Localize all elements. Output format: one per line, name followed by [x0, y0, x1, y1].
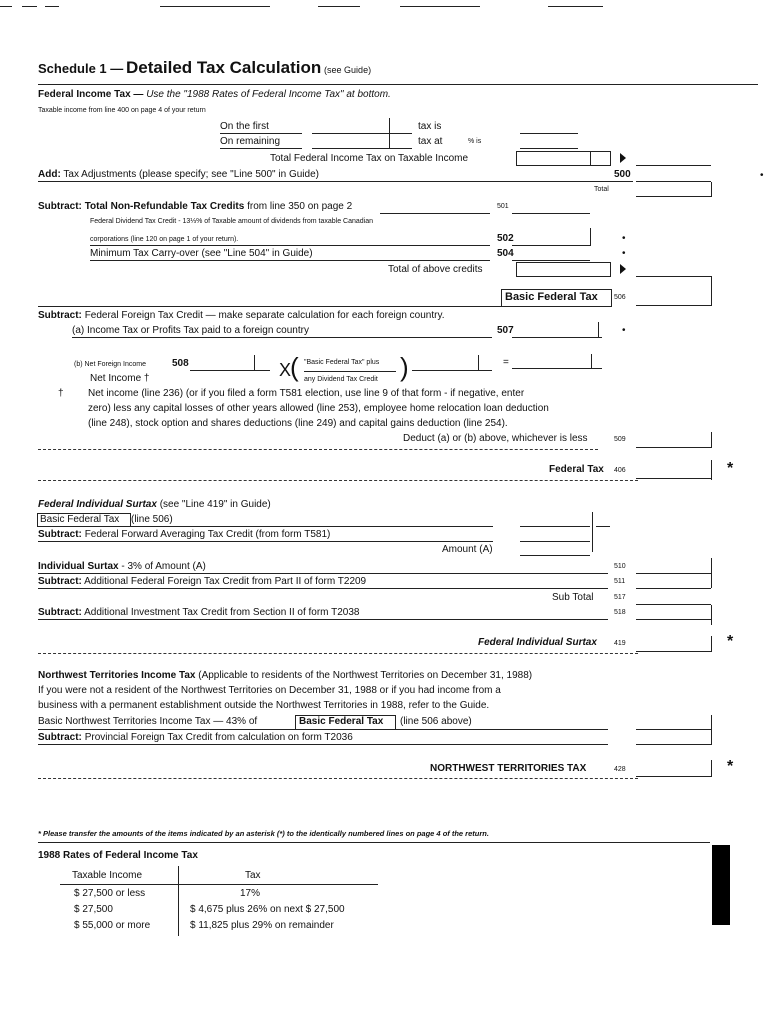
- divider: [711, 636, 712, 652]
- investment-credit-row: Subtract: Additional Investment Tax Credit from Section II of form T2038: [38, 607, 360, 618]
- line-509-field[interactable]: [636, 447, 711, 448]
- line-504: 504: [497, 248, 514, 259]
- on-remaining-label: On remaining: [220, 136, 281, 147]
- asterisk-footnote: * Please transfer the amounts of the items indicated by an asterisk (*) to the identically numbered lines on page 4 of the return.: [38, 829, 489, 838]
- rates-row-income: $ 27,500: [74, 904, 113, 915]
- deduct-lesser-label: Deduct (a) or (b) above, whichever is less: [403, 433, 588, 444]
- equals-sign: =: [503, 357, 509, 368]
- divider: [711, 460, 712, 480]
- bft-plus-label: "Basic Federal Tax" plus: [304, 359, 380, 366]
- total-above-credits-label: Total of above credits: [388, 264, 483, 275]
- net-foreign-income-label: (b) Net Foreign Income: [74, 361, 146, 368]
- rates-divider: [178, 866, 179, 936]
- multiply-sign: X: [279, 360, 292, 380]
- line-501-field[interactable]: [512, 213, 590, 214]
- add-adjustments-row: Add: Tax Adjustments (please specify; see "Line 500" in Guide): [38, 169, 319, 180]
- registration-block: [712, 845, 730, 925]
- fraction-field[interactable]: [412, 370, 492, 371]
- divider: [711, 276, 712, 306]
- line-428: 428: [614, 766, 626, 773]
- bullet-icon: •: [622, 248, 626, 259]
- nwt-bft-label: Basic Federal Tax: [299, 716, 384, 727]
- on-first-amount-field[interactable]: [312, 133, 412, 134]
- amount-a-label: Amount (A): [442, 544, 493, 555]
- minimum-tax-label: Minimum Tax Carry-over (see "Line 504" in Guide): [90, 248, 313, 259]
- line-507-field[interactable]: [512, 337, 602, 338]
- top-rule-segment: [400, 6, 480, 7]
- dashed-rule: [38, 778, 638, 779]
- top-rule-segment: [0, 6, 12, 7]
- rule: [90, 260, 490, 261]
- rule: [72, 337, 492, 338]
- rates-title: 1988 Rates of Federal Income Tax: [38, 850, 198, 861]
- total-federal-tax-box[interactable]: [516, 151, 611, 166]
- bft-label: Basic Federal Tax: [40, 514, 120, 525]
- line-502: 502: [497, 233, 514, 244]
- nwt-basic-label: Basic Northwest Territories Income Tax — 43% of: [38, 716, 258, 727]
- dividend-credit-text-2: corporations (line 120 on page 1 of your return).: [90, 236, 239, 243]
- divider: [478, 355, 479, 371]
- total-federal-income-tax-label: Total Federal Income Tax on Taxable Income: [270, 153, 469, 164]
- federal-individual-surtax-label: Federal Individual Surtax: [478, 637, 597, 648]
- rule: [38, 842, 710, 843]
- line-501: 501: [497, 203, 509, 210]
- rule: [220, 133, 302, 134]
- forward-averaging-row: Subtract: Federal Forward Averaging Tax Credit (from form T581): [38, 529, 331, 540]
- rule: [38, 181, 633, 182]
- top-rule-segment: [548, 6, 603, 7]
- individual-surtax-row: Individual Surtax - 3% of Amount (A): [38, 561, 206, 572]
- tax-at-field[interactable]: [520, 148, 578, 149]
- asterisk-icon: *: [727, 633, 734, 650]
- surtax-heading: Federal Individual Surtax (see "Line 419" in Guide): [38, 499, 271, 510]
- percent-is-label: % is: [468, 138, 482, 145]
- line-510: 510: [614, 563, 626, 570]
- nwt-line-ref: (line 506 above): [400, 716, 472, 727]
- divider: [389, 118, 390, 148]
- rule: [380, 213, 490, 214]
- rates-col-taxable: Taxable Income: [72, 870, 143, 881]
- page-title: Schedule 1 — Detailed Tax Calculation (see Guide): [38, 58, 372, 77]
- divider: [711, 760, 712, 777]
- tax-is-field[interactable]: [520, 133, 578, 134]
- taxable-income-text: Taxable income from line 400 on page 4 of your return: [38, 107, 206, 114]
- nwt-tax-label: NORTHWEST TERRITORIES TAX: [430, 763, 587, 774]
- divider: [711, 715, 712, 745]
- rule: [38, 744, 608, 745]
- rule: [596, 526, 610, 527]
- top-rule-segment: [160, 6, 270, 7]
- right-paren-icon: ): [400, 352, 409, 382]
- line-510-field[interactable]: [636, 573, 711, 574]
- rule: [38, 526, 493, 527]
- top-rule-segment: [318, 6, 360, 7]
- line-517-field[interactable]: [636, 604, 711, 605]
- rates-row-tax: $ 11,825 plus 29% on remainder: [190, 920, 334, 931]
- arrow-right-icon: [620, 153, 626, 163]
- line-500-field[interactable]: [636, 181, 711, 182]
- net-income-label: Net Income †: [90, 373, 150, 384]
- line-508: 508: [172, 358, 189, 369]
- total-credits-result-field[interactable]: [636, 276, 711, 277]
- basic-federal-tax-label: Basic Federal Tax: [505, 291, 598, 303]
- tax-at-label: tax at: [418, 136, 443, 147]
- federal-tax-field[interactable]: [636, 478, 711, 479]
- line-508-field[interactable]: [190, 370, 270, 371]
- non-refundable-heading: Subtract: Total Non-Refundable Tax Credits from line 350 on page 2: [38, 201, 353, 212]
- dashed-rule: [38, 480, 638, 481]
- tax-is-label: tax is: [418, 121, 442, 132]
- line-504-field[interactable]: [512, 260, 590, 261]
- asterisk-icon: *: [727, 758, 734, 775]
- total-credits-box[interactable]: [516, 262, 611, 277]
- line-511-field[interactable]: [636, 588, 711, 589]
- line-502-field[interactable]: [512, 245, 590, 246]
- box-divider: [590, 151, 591, 165]
- rule: [38, 573, 608, 574]
- rates-header-rule: [60, 884, 378, 885]
- nwt-note-2: business with a permanent establishment outside the Northwest Territories in 1988, refer to the Guide.: [38, 700, 490, 711]
- basic-federal-tax-field[interactable]: [636, 305, 711, 306]
- line-518: 518: [614, 609, 626, 616]
- line-509: 509: [614, 436, 626, 443]
- rates-row-tax: 17%: [240, 888, 261, 899]
- bullet-icon: •: [760, 170, 764, 181]
- divider: [711, 558, 712, 588]
- divider: [590, 228, 591, 246]
- divider: [711, 605, 712, 625]
- divider: [711, 182, 712, 197]
- line-507: 507: [497, 325, 514, 336]
- divider: [711, 432, 712, 448]
- nwt-heading: Northwest Territories Income Tax (Applicable to residents of the Northwest Territories on December 31, 1988): [38, 670, 533, 681]
- net-income-note-2: zero) less any capital losses of other years allowed (line 253), employee home relocation loan deduction: [88, 403, 549, 414]
- bullet-icon: •: [622, 325, 626, 336]
- line-500: 500: [614, 169, 631, 180]
- nwt-note-1: If you were not a resident of the Northwest Territories on December 31, 1988 or if you had income from a: [38, 685, 501, 696]
- divider: [598, 322, 599, 338]
- line-518-field[interactable]: [636, 619, 711, 620]
- rule: [38, 541, 493, 542]
- rates-col-tax: Tax: [245, 870, 261, 881]
- line-419: 419: [614, 640, 626, 647]
- left-paren-icon: (: [290, 352, 299, 382]
- divider: [254, 355, 255, 371]
- nwt-tax-field[interactable]: [636, 776, 711, 777]
- top-rule-segment: [45, 6, 59, 7]
- rule: [38, 306, 598, 307]
- foreign-b-result-field[interactable]: [512, 368, 602, 369]
- line-406: 406: [614, 467, 626, 474]
- on-remaining-amount-field[interactable]: [312, 148, 412, 149]
- amount-a-field[interactable]: [520, 555, 590, 556]
- net-income-note-3: (line 248), stock option and shares deductions (line 249) and capital gains deduction (line 254).: [88, 418, 508, 429]
- total-field[interactable]: [636, 196, 711, 197]
- forward-averaging-field[interactable]: [520, 541, 590, 542]
- nwt-foreign-row: Subtract: Provincial Foreign Tax Credit from calculation on form T2036: [38, 732, 353, 743]
- rule: [38, 619, 608, 620]
- top-rule-segment: [22, 6, 37, 7]
- dashed-rule: [38, 449, 598, 450]
- line-506: 506: [614, 294, 626, 301]
- federal-income-tax-heading: Federal Income Tax — Use the "1988 Rates of Federal Income Tax" at bottom.: [38, 89, 391, 100]
- arrow-right-icon: [620, 264, 626, 274]
- nwt-foreign-field[interactable]: [636, 744, 711, 745]
- on-first-label: On the first: [220, 121, 269, 132]
- federal-tax-label: Federal Tax: [549, 464, 604, 475]
- line-506-ref: (line 506): [131, 514, 173, 525]
- foreign-a-label: (a) Income Tax or Profits Tax paid to a foreign country: [72, 325, 309, 336]
- bullet-icon: •: [622, 233, 626, 244]
- additional-foreign-row: Subtract: Additional Federal Foreign Tax Credit from Part II of form T2209: [38, 576, 367, 587]
- dividend-credit-text: Federal Dividend Tax Credit - 13⅓% of Taxable amount of dividends from taxable Canadian: [90, 218, 374, 225]
- line-517: 517: [614, 594, 626, 601]
- any-dividend-label: any Dividend Tax Credit: [304, 376, 378, 383]
- bft-field[interactable]: [520, 526, 590, 527]
- fraction-rule: [304, 371, 396, 372]
- rule: [220, 148, 302, 149]
- rule: [38, 729, 608, 730]
- foreign-tax-credit-row: Subtract: Federal Foreign Tax Credit — make separate calculation for each foreign country.: [38, 310, 445, 321]
- dagger-mark: †: [58, 388, 64, 399]
- net-income-note-1: Net income (line 236) (or if you filed a form T581 election, use line 9 of that form - if negative, enter: [88, 388, 525, 399]
- rates-row-income: $ 55,000 or more: [74, 920, 151, 931]
- rule: [38, 588, 608, 589]
- asterisk-icon: *: [727, 460, 734, 477]
- title-rule: [38, 84, 758, 85]
- divider: [591, 354, 592, 369]
- rule: [90, 245, 490, 246]
- rates-row-income: $ 27,500 or less: [74, 888, 146, 899]
- total-federal-tax-result-field[interactable]: [636, 165, 711, 166]
- line-511: 511: [614, 578, 626, 585]
- dashed-rule: [38, 653, 638, 654]
- federal-individual-surtax-field[interactable]: [636, 651, 711, 652]
- nwt-basic-field[interactable]: [636, 729, 711, 730]
- rates-row-tax: $ 4,675 plus 26% on next $ 27,500: [190, 904, 345, 915]
- divider: [592, 512, 593, 552]
- total-label: Total: [594, 186, 609, 193]
- sub-total-label: Sub Total: [552, 592, 594, 603]
